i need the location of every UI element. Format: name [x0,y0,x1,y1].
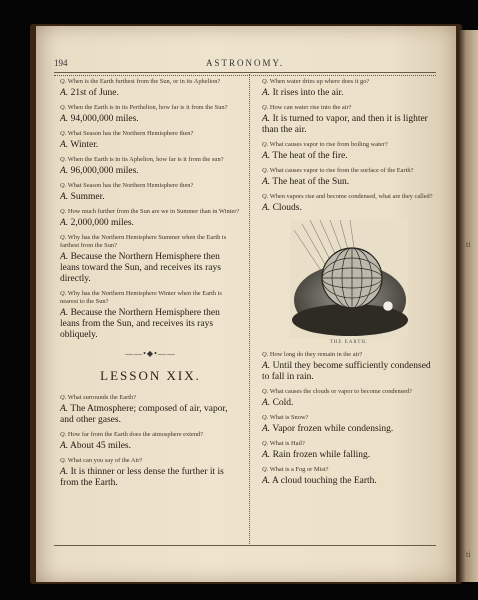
question-body: When is the Earth furthest from the Sun, or in its Aphelion? [67,78,221,85]
answer-label: A. [60,88,69,98]
earth-illustration [290,220,408,338]
question-text [60,457,241,465]
answer-text [60,467,241,489]
answer-body: It is thinner or less dense the further it is from the Earth. [60,467,224,488]
answer-label: A. [60,404,69,414]
answer-body: 21st of June. [70,88,119,98]
running-title: ASTRONOMY. [205,58,285,68]
answer-label: A. [262,177,271,187]
question-text [262,167,436,175]
column-divider [249,74,250,544]
answer-body: Winter. [70,140,99,150]
question-label: Q. [60,182,67,189]
question-label: Q. [262,351,269,358]
answer-label: A. [262,424,271,434]
question-body: What is a Fog or Mist? [269,466,329,473]
answer-label: A. [262,151,271,161]
answer-body: It is turned to vapor, and then it is lighter than the air. [262,114,428,135]
right-column [262,78,436,492]
question-label: Q. [262,440,269,447]
question-label: Q. [262,388,269,395]
answer-body: Because the Northern Hemisphere then leans toward the Sun, and receives its rays directly. [60,252,221,284]
answer-text [262,361,436,383]
question-label: Q. [60,431,67,438]
answer-body: Until they become sufficiently condensed to fall in rain. [262,361,431,382]
answer-label: A. [60,166,69,176]
question-label: Q. [60,290,67,297]
question-label: Q. [262,78,269,85]
figure-caption: THE EARTH. [329,340,369,345]
answer-text [60,88,241,99]
question-body: What surrounds the Earth? [67,394,137,401]
answer-label: A. [262,398,271,408]
answer-body: Clouds. [272,203,302,213]
question-body: How long do they remain in the air? [269,351,363,358]
answer-label: A. [262,203,271,213]
question-label: Q. [60,130,67,137]
question-text [262,193,436,201]
answer-label: A. [60,192,69,202]
question-body: What is Snow? [269,414,309,421]
answer-text [60,404,241,426]
answer-text [60,140,241,151]
question-body: How can water rise into the air? [269,104,352,111]
answer-label: A. [262,361,271,371]
answer-text [262,450,436,461]
facing-page-text: ti [466,240,471,249]
answer-body: The Atmosphere; composed of air, vapor, and other gases. [60,404,228,425]
question-label: Q. [262,466,269,473]
page-number: 194 [54,58,68,68]
section-ornament: ——•◆•—— [125,349,176,358]
question-body: What Season has the Northern Hemisphere then? [67,182,194,189]
answer-body: Cold. [272,398,294,408]
answer-body: Vapor frozen while condensing. [272,424,394,434]
answer-text [60,441,241,452]
question-text [262,141,436,149]
question-label: Q. [60,104,67,111]
question-text [60,394,241,402]
answer-text [262,476,436,487]
answer-body: The heat of the Sun. [272,177,350,187]
question-text [60,431,241,439]
question-body: What Season has the Northern Hemisphere then? [67,130,194,137]
footer-rule [54,545,436,546]
answer-text [262,203,436,214]
answer-text [60,192,241,203]
answer-body: 96,000,000 miles. [70,166,139,176]
answer-label: A. [60,114,69,124]
answer-label: A. [262,476,271,486]
answer-label: A. [262,88,271,98]
answer-text [60,252,241,285]
answer-text [60,308,241,341]
question-body: When the Earth is in its Aphelion, how far is it from the sun? [67,156,224,163]
question-text [262,466,436,474]
question-label: Q. [262,414,269,421]
question-body: Why has the Northern Hemisphere Summer when the Earth is farthest from the Sun? [60,234,227,249]
question-label: Q. [60,78,67,85]
answer-label: A. [60,140,69,150]
question-label: Q. [60,457,67,464]
answer-body: About 45 miles. [70,441,132,451]
answer-label: A. [262,114,271,124]
question-body: How much further from the Sun are we in Summer than in Winter? [67,208,240,215]
question-text [262,351,436,359]
answer-body: A cloud touching the Earth. [272,476,377,486]
answer-label: A. [60,252,69,262]
answer-text [262,424,436,435]
answer-text [60,114,241,125]
lesson-title: LESSON XIX. [100,368,201,383]
answer-text [262,177,436,188]
answer-label: A. [60,441,69,451]
answer-body: It rises into the air. [272,88,344,98]
question-text [60,156,241,164]
question-body: When water dries up where does it go? [269,78,370,85]
question-text [262,388,436,396]
facing-page-text: ti [466,550,471,559]
answer-text [262,151,436,162]
question-text [60,78,241,86]
question-text [262,104,436,112]
answer-body: Rain frozen while falling. [272,450,371,460]
answer-label: A. [262,450,271,460]
answer-body: Summer. [70,192,105,202]
question-body: What causes vapor to rise from the surface of the Earth? [269,167,414,174]
question-body: What causes vapor to rise from boiling water? [269,141,388,148]
header-dotted-rule [54,75,436,76]
question-text [262,440,436,448]
question-text [60,182,241,190]
question-body: What causes the clouds or vapor to become condensed? [269,388,413,395]
question-label: Q. [60,234,67,241]
answer-body: 94,000,000 miles. [70,114,139,124]
question-label: Q. [60,208,67,215]
question-body: How far from the Earth does the atmosphere extend? [67,431,204,438]
question-text [262,414,436,422]
answer-text [262,398,436,409]
question-text [60,290,241,306]
answer-label: A. [60,308,69,318]
question-text [262,78,436,86]
answer-body: 2,000,000 miles. [70,218,134,228]
question-text [60,208,241,216]
question-body: When vapors rise and become condensed, what are they called? [269,193,433,200]
page-header [54,58,436,70]
answer-body: Because the Northern Hemisphere then leans from the Sun, and receives its rays obliquely. [60,308,220,340]
answer-label: A. [60,467,69,477]
question-label: Q. [262,141,269,148]
question-body: When the Earth is in its Perihelion, how far is it from the Sun? [67,104,228,111]
answer-body: The heat of the fire. [272,151,348,161]
question-body: What is Hail? [269,440,305,447]
left-column [60,78,241,494]
question-label: Q. [60,394,67,401]
question-label: Q. [262,167,269,174]
question-label: Q. [262,193,269,200]
answer-text [262,114,436,136]
question-text [60,234,241,250]
answer-text [60,166,241,177]
answer-label: A. [60,218,69,228]
header-rule [54,72,436,73]
question-body: Why has the Northern Hemisphere Winter when the Earth is nearest to the Sun? [60,290,222,305]
question-label: Q. [262,104,269,111]
question-text [60,130,241,138]
answer-text [60,218,241,229]
facing-page-edge [458,30,478,582]
question-text [60,104,241,112]
question-label: Q. [60,156,67,163]
question-body: What can you say of the Air? [67,457,143,464]
answer-text [262,88,436,99]
